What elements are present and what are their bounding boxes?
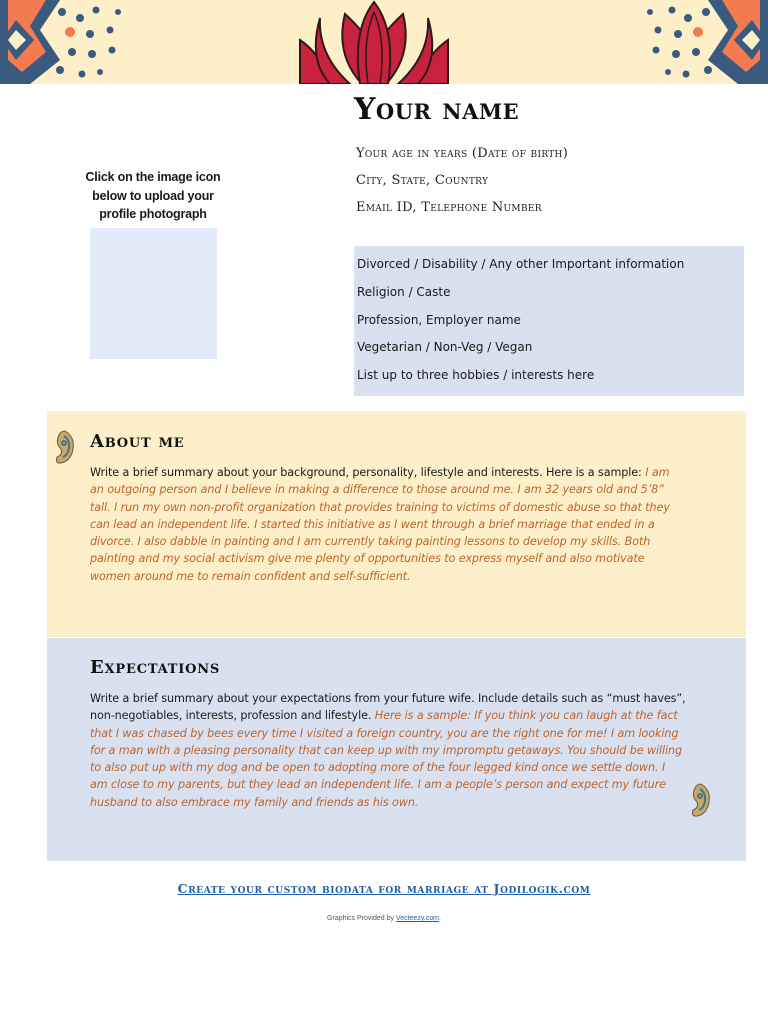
expectations-intro: Write a brief summary about your expectations from your future wife. Include details such as “must haves”, non-negotiables, interests, profession and lifestyle. <box>90 692 686 723</box>
expectations-section <box>47 638 746 861</box>
expectations-sample-text: Here is a sample: If you think you can laugh at the fact that I was chased by bees every time I visited a foreign country, you are the right one for me! I am looking for a man with a pleasing personality that can keep up with my impromptu getaways. You should be willing to also put up with my dog and be open to adopting more of the four legged kind once we settle down. I am close to my parents, but they lead an independent life. I am a people’s person and expect my future husband to also embrace my family and friends as his own. <box>90 709 683 809</box>
about-intro: Write a brief summary about your background, personality, lifestyle and interests. Here is a sample: <box>90 466 642 479</box>
detail-item[interactable]: Vegetarian / Non-Veg / Vegan <box>357 340 533 354</box>
about-sample-text: I am an outgoing person and I believe in making a difference to those around me. I am 32 years old and 5’8” tall. I run my own non-profit organization that provides training to victims of domestic abuse so that they can lead an independent life. I started this initiative as I went through a brief marriage that ended in a divorce. I also dabble in painting and I am currently taking painting lessons to develop my skills. Both painting and my social activism give me plenty of opportunities to express myself and also motivate women around me to remain confident and self-sufficient. <box>90 466 670 583</box>
age-line[interactable]: Your age in years (Date of birth) <box>356 146 569 161</box>
profile-photo-placeholder[interactable] <box>90 228 217 359</box>
header-banner <box>0 0 768 84</box>
jodilogik-link[interactable]: Create your custom biodata for marriage at Jodilogik.com <box>177 881 591 896</box>
detail-item[interactable]: Divorced / Disability / Any other Important information <box>357 257 685 271</box>
banner-graphic <box>0 0 768 84</box>
detail-item[interactable]: Profession, Employer name <box>357 313 521 327</box>
lotus-icon <box>300 2 448 84</box>
expectations-body[interactable] <box>90 690 686 811</box>
vecteezy-link[interactable]: Vecteezy.com <box>395 915 439 922</box>
graphics-credit <box>0 915 768 922</box>
details-box <box>354 246 744 396</box>
credit-prefix: Graphics Provided by <box>327 915 396 922</box>
expectations-heading: Expectations <box>90 657 221 678</box>
detail-item[interactable]: Religion / Caste <box>357 285 451 299</box>
contact-line[interactable]: Email ID, Telephone Number <box>356 200 542 215</box>
location-line[interactable]: City, State, Country <box>356 173 489 188</box>
about-section <box>47 411 746 637</box>
credit-suffix: . <box>438 915 441 922</box>
detail-item[interactable]: List up to three hobbies / interests here <box>357 368 595 382</box>
paisley-icon <box>689 782 713 818</box>
about-body[interactable] <box>90 464 686 585</box>
photo-upload-caption: Click on the image icon below to upload your profile photograph <box>85 170 221 221</box>
profile-name[interactable]: Your name <box>354 92 520 127</box>
paisley-icon <box>53 429 77 465</box>
tribal-ornament-icon <box>0 0 121 84</box>
about-heading: About me <box>90 431 185 452</box>
tribal-ornament-icon <box>647 0 768 84</box>
